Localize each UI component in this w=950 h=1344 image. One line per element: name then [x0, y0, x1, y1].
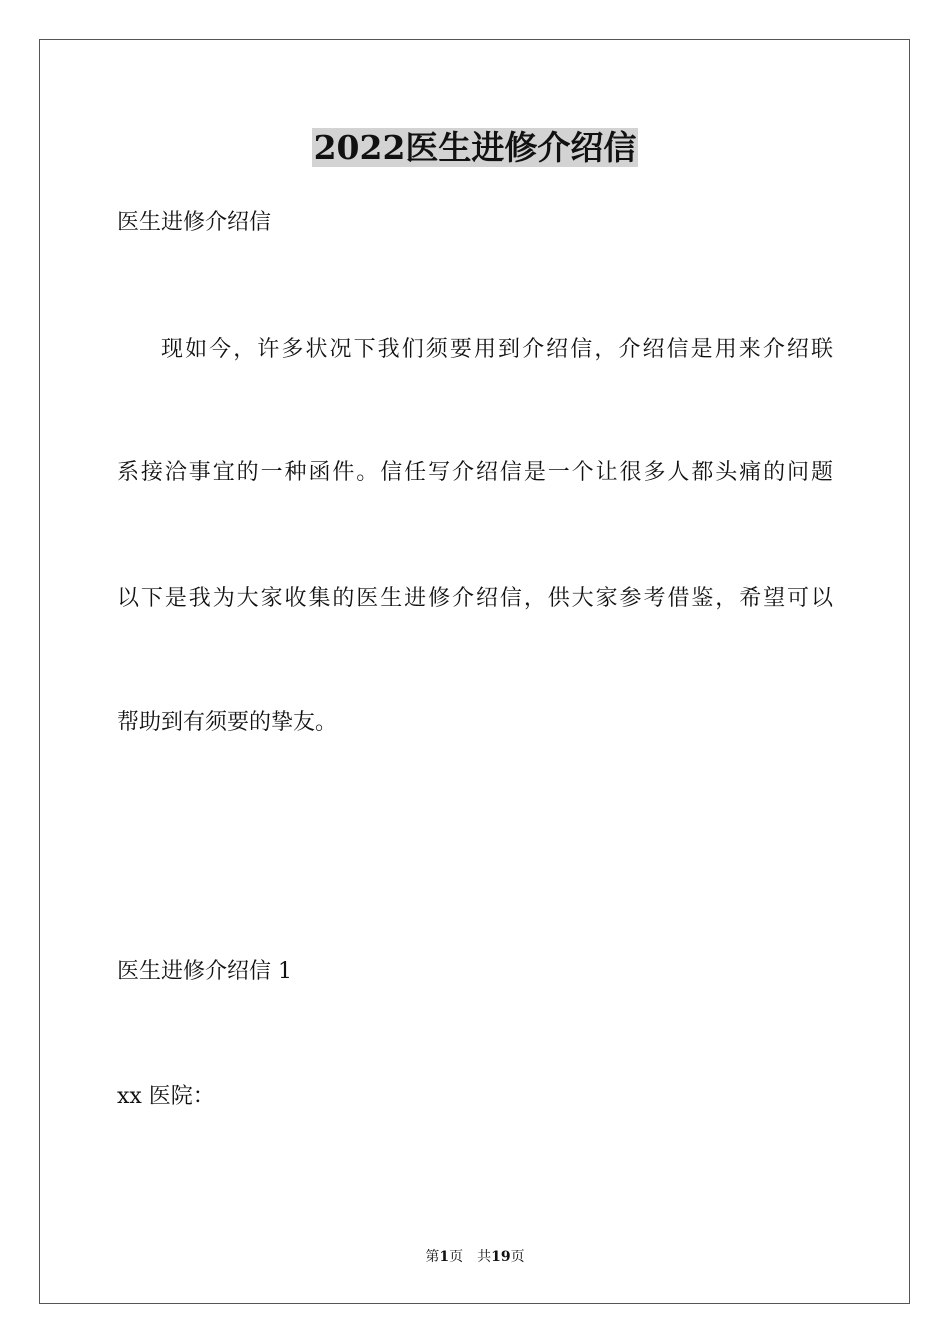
paragraph-line-3: 以下是我为大家收集的医生进修介绍信，供大家参考借鉴，希望可以 [117, 586, 833, 611]
document-title [0, 126, 950, 170]
footer-prefix: 第 [425, 1249, 440, 1265]
paragraph-line-2: 系接洽事宜的一种函件。信任写介绍信是一个让很多人都头痛的问题 [117, 460, 833, 485]
paragraph-line-4: 帮助到有须要的挚友。 [117, 710, 338, 735]
footer-middle: 页 共 [449, 1249, 492, 1265]
paragraph-line-1: 现如今，许多状况下我们须要用到介绍信，介绍信是用来介绍联 [161, 337, 833, 362]
document-subtitle: 医生进修介绍信 [117, 210, 272, 235]
total-pages-number: 19 [491, 1249, 511, 1265]
document-title-text: 2022医生进修介绍信 [313, 128, 637, 167]
current-page-number: 1 [439, 1249, 450, 1265]
footer-suffix: 页 [510, 1249, 525, 1265]
salutation: xx 医院： [117, 1084, 215, 1109]
page-footer [0, 1247, 950, 1267]
section-heading: 医生进修介绍信 1 [117, 959, 292, 984]
